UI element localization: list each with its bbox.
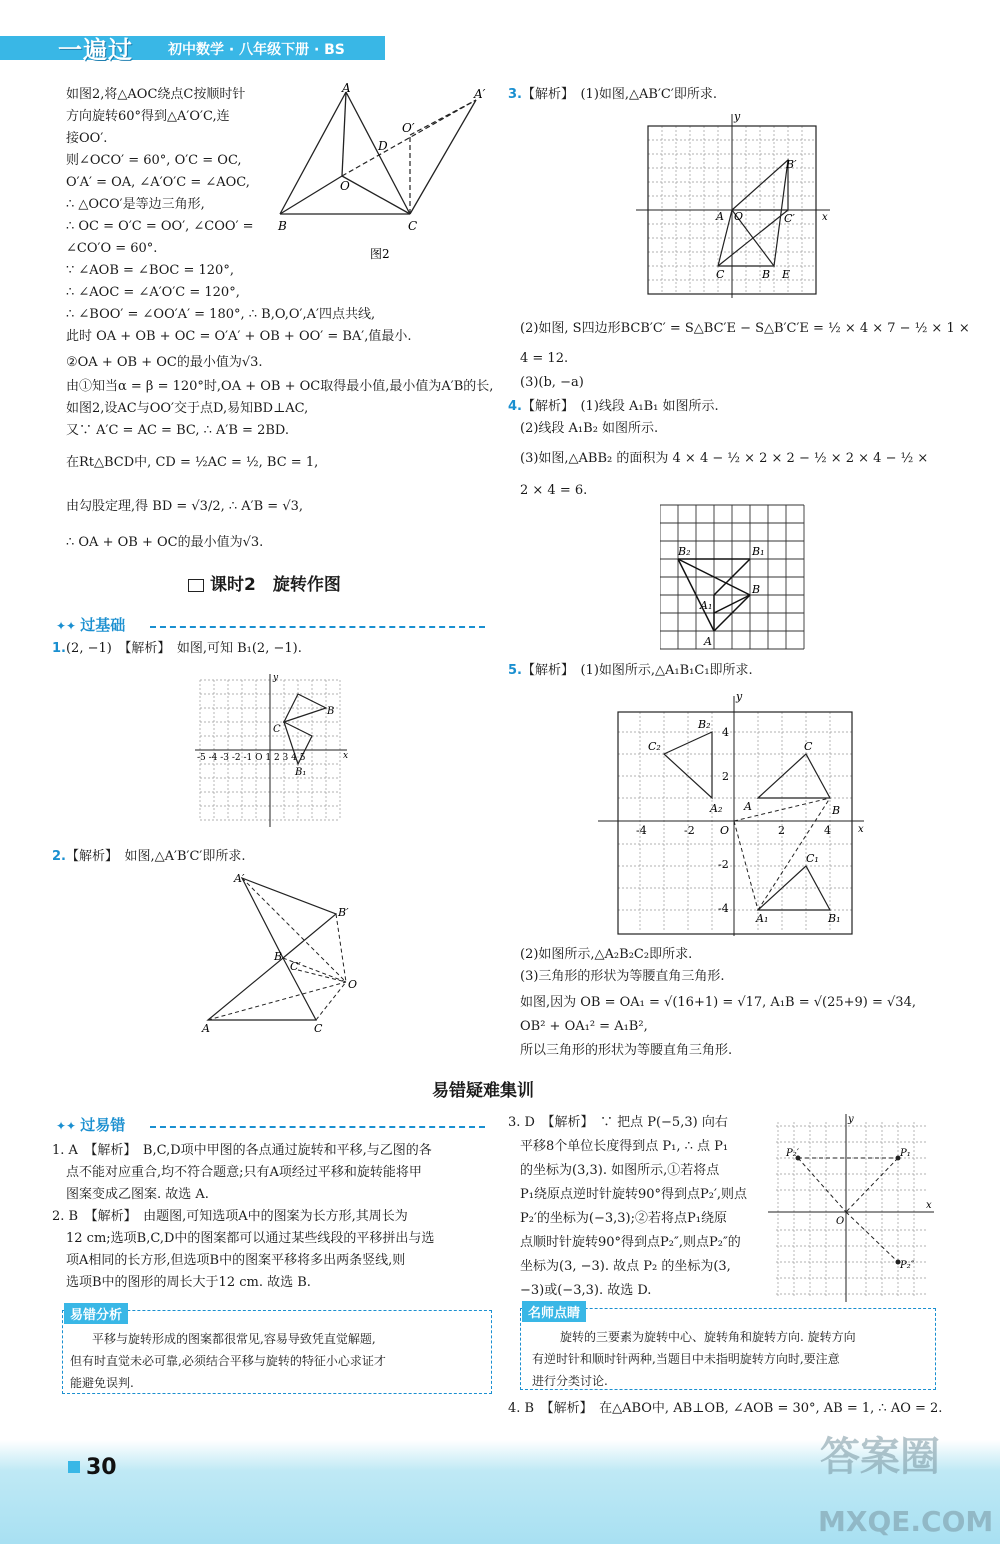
label-B-prime: B′ [338, 906, 349, 919]
label-P2-double-prime: P₂″ [900, 1260, 915, 1271]
label-D: D [378, 139, 388, 153]
q5-line3: (3)三角形的形状为等腰直角三角形. [520, 969, 725, 984]
analysis-line: 能避免误判. [70, 1376, 134, 1390]
q3-coordinate-graph [636, 112, 836, 298]
page-number: 30 [86, 1455, 117, 1480]
label-A: A [716, 210, 724, 223]
label-A: A [704, 635, 712, 648]
text-line: ∴ ∠BOO′ = ∠OO′A′ = 180°, ∴ B,O,O′,A′四点共线, [66, 307, 376, 322]
page-number-marker [68, 1461, 80, 1473]
q4-line4: 2 × 4 = 6. [520, 483, 588, 498]
label-C: C [716, 268, 725, 281]
q3-line3: 4 = 12. [520, 351, 569, 366]
label-P2-prime: P₂′ [786, 1148, 800, 1159]
label-C1: C₁ [806, 852, 819, 865]
basic-q2 [52, 848, 246, 866]
watermark-url: MXQE.COM [818, 1505, 994, 1538]
label-B-prime: B′ [786, 158, 797, 171]
error-q4-line: 4. B 【解析】 在△ABO中, AB⊥OB, ∠AOB = 30°, AB = 1, ∴ AO = 2. [508, 1401, 943, 1416]
error-q3-line: −3)或(−3,3). 故选 D. [520, 1283, 652, 1298]
error-q3-line: P₁绕原点逆时针旋转90°得到点P₂′,则点 [520, 1187, 748, 1202]
axis-y: y [848, 1114, 854, 1125]
question-text: 【解析】 (1)线段 A₁B₁ 如图所示. [521, 399, 719, 414]
label-C: C [804, 740, 813, 753]
question-number: 2. [52, 849, 66, 864]
label-C-prime: C′ [290, 960, 301, 973]
text-line: ∴ △OCO′是等边三角形, [66, 197, 205, 212]
error-q3-line: P₂′的坐标为(−3,3);②若将点P₁绕原 [520, 1211, 727, 1226]
section-divider [150, 1126, 485, 1128]
axis-x: x [343, 751, 349, 761]
q5-line4: 如图,因为 OB = OA₁ = √(16+1) = √17, A₁B = √(25+9) = √34, [520, 995, 916, 1010]
label-E: E [782, 268, 791, 281]
question-text: (2, −1) 【解析】 如图,可知 B₁(2, −1). [65, 641, 302, 656]
label-P1: P₁ [900, 1148, 911, 1159]
section-label: 过易错 [80, 1116, 126, 1134]
error-q3-line: 坐标为(3, −3). 故点 P₂ 的坐标为(3, [520, 1259, 731, 1274]
question-number: 3. [508, 87, 522, 102]
question-number: 4. [508, 399, 522, 414]
text-line: 如图2,将△AOC绕点C按顺时针 [66, 87, 246, 102]
text-line: ∴ OC = O′C = OO′, ∠COO′ = [66, 219, 254, 234]
text-line: 此时 OA + OB + OC = O′A′ + OB + OO′ = BA′,值最小. [66, 329, 412, 344]
text-line: O′A′ = OA, ∠A′O′C = ∠AOC, [66, 175, 250, 190]
q5-line5: OB² + OA₁² = A₁B², [520, 1019, 648, 1034]
section-title-hard: 易错疑难集训 [432, 1081, 534, 1101]
basic-q1 [52, 640, 302, 658]
y-tick: 4 [722, 726, 729, 739]
watermark-logo: 答案圈 [820, 1434, 940, 1480]
y-tick: 2 [722, 770, 729, 783]
teacher-line: 进行分类讨论. [532, 1374, 608, 1388]
label-C: C [273, 724, 281, 735]
page-header [0, 30, 1000, 66]
header-subtitle: 初中数学 · 八年级下册 · BS [168, 42, 345, 58]
label-B: B [762, 268, 771, 281]
section-basic-header [56, 614, 125, 635]
q1-coordinate-graph [195, 672, 355, 832]
label-C: C [314, 1022, 323, 1035]
q5-line2: (2)如图所示,△A₂B₂C₂即所求. [520, 947, 693, 962]
q5-coordinate-graph [596, 688, 868, 938]
error-q3-line: 的坐标为(3,3). 如图所示,①若将点 [520, 1163, 720, 1178]
text-line: 由①知当α = β = 120°时,OA + OB + OC取得最小值,最小值为A′B的长, [66, 379, 494, 394]
error-q2-line: 项A相同的长方形,但选项B中的图案平移将多出两条竖线,则 [66, 1253, 406, 1268]
label-A2: A₂ [710, 802, 723, 815]
x-tick: -2 [684, 824, 695, 837]
text-line: ②OA + OB + OC的最小值为√3. [66, 355, 263, 370]
error-analysis-tag: 易错分析 [64, 1303, 128, 1324]
error-q3-line: 3. D 【解析】 ∵ 把点 P(−5,3) 向右 [508, 1115, 728, 1130]
text-line: ∴ OA + OB + OC的最小值为√3. [66, 535, 264, 550]
label-B: B [752, 583, 761, 596]
error-q3-line: 点顺时针旋转90°得到点P₂″,则点P₂″的 [520, 1235, 741, 1250]
axis-y: y [734, 112, 741, 123]
label-C-prime: C′ [784, 212, 795, 225]
error-q2-line: 12 cm;选项B,C,D中的图案都可以通过某些线段的平移拼出与选 [66, 1231, 435, 1246]
axis-x: x [858, 824, 864, 835]
label-B1: B₁ [828, 912, 841, 925]
label-B: B [832, 804, 841, 817]
text-line: 由勾股定理,得 BD = √3/2, ∴ A′B = √3, [66, 499, 304, 514]
y-tick: -4 [718, 902, 729, 915]
question-number: 5. [508, 663, 522, 678]
label-A-prime: A′ [234, 872, 245, 885]
text-line: 又∵ A′C = AC = BC, ∴ A′B = 2BD. [66, 423, 289, 438]
label-A1: A₁ [700, 599, 713, 612]
label-O: O [340, 179, 350, 193]
label-B: B [278, 219, 287, 233]
text-line: 在Rt△BCD中, CD = ½AC = ½, BC = 1, [66, 455, 319, 470]
figure-caption: 图2 [370, 247, 390, 261]
question-text: 【解析】 如图,△A′B′C′即所求. [65, 849, 246, 864]
error-q1-line: 图案变成乙图案. 故选 A. [66, 1187, 209, 1202]
error-q2-line: 2. B 【解析】 由题图,可知选项A中的图案为长方形,其周长为 [52, 1209, 408, 1224]
teacher-line: 有逆时针和顺时针两种,当题目中未指明旋转方向时,要注意 [532, 1352, 840, 1366]
x-tick-labels: -5 -4 -3 -2 -1 O 1 2 3 4 5 [197, 753, 306, 763]
label-C2: C₂ [648, 740, 661, 753]
x-tick: -4 [636, 824, 647, 837]
text-line: 如图2,设AC与OO′交于点D,易知BD⊥AC, [66, 401, 309, 416]
error-q3-line: 平移8个单位长度得到点 P₁, ∴ 点 P₁ [520, 1139, 729, 1154]
q2-rotation-figure [198, 870, 368, 1040]
analysis-line: 平移与旋转形成的图案都很常见,容易导致凭直觉解题, [92, 1332, 376, 1346]
text-line: 则∠OCO′ = 60°, O′C = OC, [66, 153, 242, 168]
label-O-prime: O′ [402, 121, 415, 135]
sparkle-icon: ✦✦ [56, 619, 77, 633]
lesson-title-text: 课时2 旋转作图 [210, 575, 341, 595]
section-label: 过基础 [80, 616, 126, 634]
y-tick: -2 [718, 858, 729, 871]
axis-x: x [822, 212, 828, 223]
error-q2-line: 选项B中的图形的周长大于12 cm. 故选 B. [66, 1275, 311, 1290]
error-q1-line: 1. A 【解析】 B,C,D项中甲图的各点通过旋转和平移,与乙图的各 [52, 1143, 432, 1158]
text-line: ∴ ∠AOC = ∠A′O′C = 120°, [66, 285, 240, 300]
lesson-title [188, 570, 341, 595]
teacher-line: 旋转的三要素为旋转中心、旋转角和旋转方向. 旋转方向 [560, 1330, 856, 1344]
q4-grid-figure [660, 503, 810, 653]
sparkle-icon: ✦✦ [56, 1119, 77, 1133]
section-error-header [56, 1114, 125, 1135]
q3-line4: (3)(b, −a) [520, 375, 584, 390]
text-line: 接OO′. [66, 131, 108, 146]
question-text: 【解析】 (1)如图,△AB′C′即所求. [521, 87, 717, 102]
label-A: A [202, 1022, 210, 1035]
right-q4-title [508, 398, 719, 416]
brand-logo: 一遍过 [58, 36, 133, 64]
label-B: B [274, 950, 283, 963]
axis-x: x [926, 1200, 932, 1211]
q4-line3: (3)如图,△ABB₂ 的面积为 4 × 4 − ½ × 2 × 2 − ½ × 2 × 4 − ½ × [520, 451, 929, 466]
x-tick: 4 [824, 824, 831, 837]
label-A1: A₁ [756, 912, 769, 925]
label-A: A [342, 81, 351, 95]
label-A: A [744, 800, 752, 813]
label-B: B [327, 706, 335, 717]
book-icon [188, 579, 204, 592]
label-B2: B₂ [698, 718, 711, 731]
axis-y: y [273, 673, 279, 683]
q5-line6: 所以三角形的形状为等腰直角三角形. [520, 1043, 733, 1058]
label-C: C [408, 219, 418, 233]
label-O: O [720, 824, 730, 837]
label-A-prime: A′ [474, 87, 486, 101]
question-number: 1. [52, 641, 66, 656]
text-line: 方向旋转60°得到△A′O′C,连 [66, 109, 230, 124]
q3-line2: (2)如图, S四边形BCB′C′ = S△BC′E − S△B′C′E = ½ × 4 × 7 − ½ × 1 × [520, 321, 970, 336]
analysis-line: 但有时直觉未必可靠,必须结合平移与旋转的特征小心求证才 [70, 1354, 386, 1368]
label-B2: B₂ [678, 545, 691, 558]
figure-2 [270, 80, 495, 265]
axis-y: y [736, 690, 743, 703]
text-line: ∠CO′O = 60°. [66, 241, 158, 256]
error-q1-line: 点不能对应重合,均不符合题意;只有A项经过平移和旋转能将甲 [66, 1165, 422, 1180]
right-q3-title [508, 86, 717, 104]
teacher-tip-tag: 名师点睛 [522, 1301, 586, 1322]
label-O: O [348, 978, 358, 991]
label-O: O [836, 1216, 845, 1227]
question-text: 【解析】 (1)如图所示,△A₁B₁C₁即所求. [521, 663, 753, 678]
q4-line2: (2)线段 A₁B₂ 如图所示. [520, 421, 659, 436]
text-line: ∵ ∠AOB = ∠BOC = 120°, [66, 263, 234, 278]
right-q5-title [508, 662, 753, 680]
section-divider [150, 626, 485, 628]
x-tick: 2 [778, 824, 785, 837]
error-q3-graph [766, 1112, 936, 1302]
label-B1: B₁ [295, 767, 307, 778]
label-B1: B₁ [752, 545, 765, 558]
label-O: O [734, 210, 744, 223]
